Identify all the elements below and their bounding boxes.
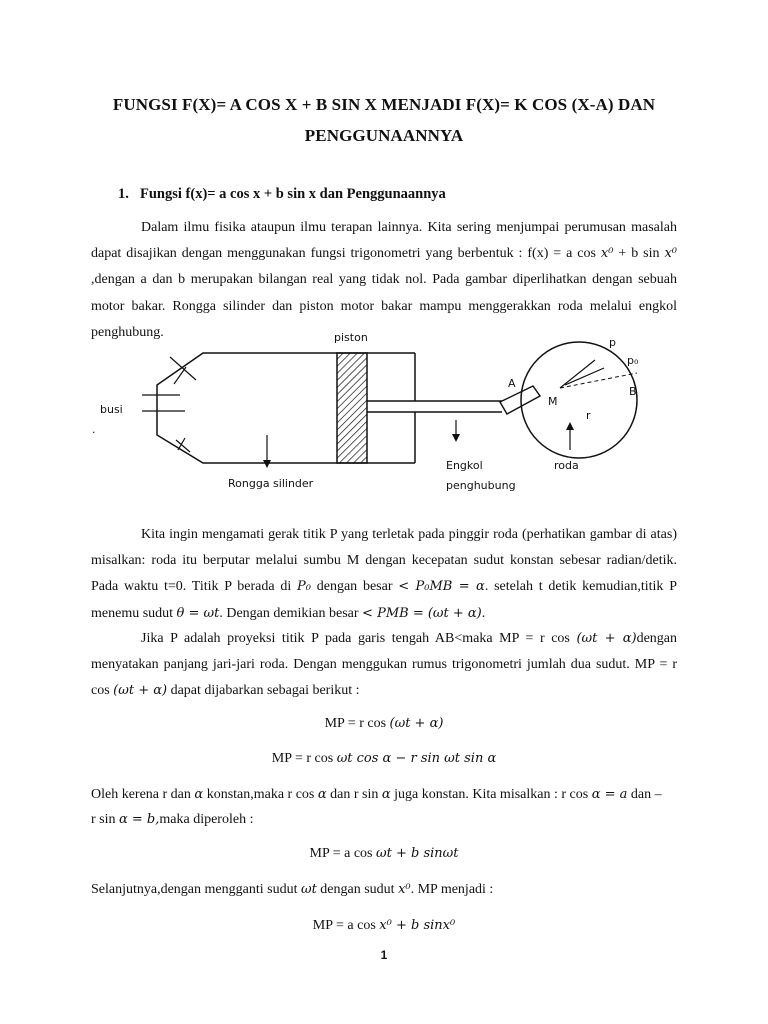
p4-math-al2: α bbox=[317, 787, 327, 802]
p2-math-angle2: < PMB = (ωt + α) bbox=[362, 605, 482, 621]
p4-text-e: dan – bbox=[627, 787, 662, 802]
engine-figure bbox=[90, 330, 690, 500]
p3-math-wa2: (ωt + α) bbox=[113, 683, 168, 699]
p3-text-c: dapat dijabarkan sebagai berikut : bbox=[167, 683, 360, 699]
p4-text-c: dan r sin bbox=[326, 787, 382, 802]
p4b-text-c: maka diperoleh : bbox=[159, 812, 254, 827]
p2-math-angle1: < P₀MB = α bbox=[398, 579, 485, 595]
p1-text-a: Dalam ilmu fisika ataupun ilmu terapan lainnya. Kita sering menjumpai perumusan masalah dapat disajikan dengan menggunakan fungsi trigonometri yang berbentuk : f(x) = a cos bbox=[91, 220, 677, 262]
eq4-text: MP = a cos bbox=[312, 918, 380, 933]
p5-text-b: dengan sudut bbox=[316, 882, 399, 897]
label-engkol: Engkol bbox=[446, 459, 483, 472]
label-M: M bbox=[548, 395, 558, 408]
p4-math-al1: α bbox=[194, 787, 204, 802]
p1-text-c: ,dengan a dan b merupakan bilangan real yang tidak nol. Pada gambar diperlihatkan dengan sebuah motor bakar. Rongga silinder dan piston motor bakar mampu menggerakkan roda melalui engkol penghubung. bbox=[91, 272, 677, 340]
document-title-line1: FUNGSI F(X)= A COS X + B SIN X MENJADI F(X)= K COS (X-A) DAN bbox=[112, 95, 656, 114]
equation-4 bbox=[0, 918, 768, 934]
wheel-circle bbox=[521, 342, 637, 458]
p2-math-p0: P₀ bbox=[297, 579, 311, 595]
label-r: r bbox=[586, 409, 591, 422]
label-piston: piston bbox=[334, 331, 368, 344]
arrow-rongga-head bbox=[263, 460, 271, 468]
label-p: p bbox=[609, 336, 616, 349]
eq2-math: ωt cos α − r sin ωt sin α bbox=[336, 751, 497, 766]
label-A: A bbox=[508, 377, 516, 390]
p2-text-c: . setelah t detik kemudian,titik P menemu sudut bbox=[91, 579, 677, 621]
arrow-roda-head bbox=[566, 422, 574, 430]
p3-text-b: dengan menyatakan panjang jari-jari roda. Dengan menggukan rumus trigonometri jumlah dua sudut. MP = r cos bbox=[91, 631, 678, 699]
equation-2 bbox=[0, 751, 768, 767]
valve-bottom-head bbox=[178, 438, 185, 450]
section-heading bbox=[118, 186, 446, 203]
paragraph-intro bbox=[91, 215, 677, 346]
p4-math-al3: α bbox=[381, 787, 391, 802]
wheel-radius-p0 bbox=[565, 368, 604, 385]
p2-text-e: . bbox=[481, 605, 486, 621]
p5-math-wt: ωt bbox=[300, 882, 317, 897]
label-busi: busi bbox=[100, 403, 123, 416]
paragraph-motion bbox=[91, 522, 677, 627]
p3-math-wa: (ωt + α) bbox=[576, 631, 637, 646]
p5-text-a: Selanjutnya,dengan mengganti sudut bbox=[91, 882, 301, 897]
p5-text-c: . MP menjadi : bbox=[410, 882, 494, 897]
piston-block bbox=[337, 353, 367, 463]
document-title-line2: PENGGUNAANNYA bbox=[304, 126, 464, 145]
equation-3 bbox=[0, 846, 768, 862]
equation-1 bbox=[0, 716, 768, 732]
label-B: B bbox=[629, 385, 637, 398]
paragraph-constants-line1 bbox=[91, 787, 677, 803]
paragraph-projection bbox=[91, 626, 677, 705]
crank-link bbox=[500, 386, 540, 414]
cylinder-outline bbox=[157, 353, 325, 463]
label-rongga-silinder: Rongga silinder bbox=[228, 477, 314, 490]
p1-text-b: + b sin bbox=[613, 246, 665, 262]
eq2-text: MP = r cos bbox=[271, 751, 337, 766]
p4-text-b: konstan,maka r cos bbox=[203, 787, 318, 802]
eq3-math: ωt + b sinωt bbox=[376, 846, 459, 861]
p2-text-b: dengan besar bbox=[310, 579, 399, 595]
p5-math-x0: x⁰ bbox=[398, 882, 411, 897]
eq4-math: x⁰ + b sinx⁰ bbox=[379, 918, 456, 933]
label-dot: . bbox=[92, 423, 96, 436]
section-number: 1. bbox=[118, 186, 129, 202]
p2-text-a: Kita ingin mengamati gerak titik P yang terletak pada pinggir roda (perhatikan gambar di atas) misalkan: roda itu berputar melalui sumbu M dengan kecepatan sudut konstan sebesar radian/detik. Pada waktu t=0. Titik P berada di bbox=[91, 527, 677, 595]
label-p0: p₀ bbox=[627, 354, 639, 367]
label-penghubung: penghubung bbox=[446, 479, 516, 492]
p1-math-x0: x⁰ bbox=[600, 246, 614, 262]
p4b-text-a: r sin bbox=[91, 812, 119, 827]
wheel-radius-b bbox=[560, 373, 637, 388]
p4b-math: α = b, bbox=[119, 812, 160, 827]
p1-math-x0b: x⁰ bbox=[664, 246, 678, 262]
eq1-text: MP = r cos bbox=[324, 716, 390, 731]
p2-math-theta: θ = ωt bbox=[176, 605, 220, 621]
p4-math-al4: α = a bbox=[591, 787, 628, 802]
paragraph-substitution bbox=[91, 882, 677, 898]
eq1-math: (ωt + α) bbox=[389, 716, 444, 731]
p2-text-d: . Dengan demikian besar bbox=[219, 605, 363, 621]
p4-text-a: Oleh kerena r dan bbox=[91, 787, 195, 802]
eq3-text: MP = a cos bbox=[309, 846, 377, 861]
p3-text-a: Jika P adalah proyeksi titik P pada garis tengah AB<maka MP = r cos bbox=[141, 631, 577, 646]
section-title: Fungsi f(x)= a cos x + b sin x dan Penggunaannya bbox=[140, 186, 446, 202]
arrow-engkol-head bbox=[452, 434, 460, 442]
label-roda: roda bbox=[554, 459, 579, 472]
p4-text-d: juga konstan. Kita misalkan : r cos bbox=[390, 787, 592, 802]
paragraph-constants-line2 bbox=[91, 812, 677, 828]
page-number: 1 bbox=[380, 948, 388, 962]
